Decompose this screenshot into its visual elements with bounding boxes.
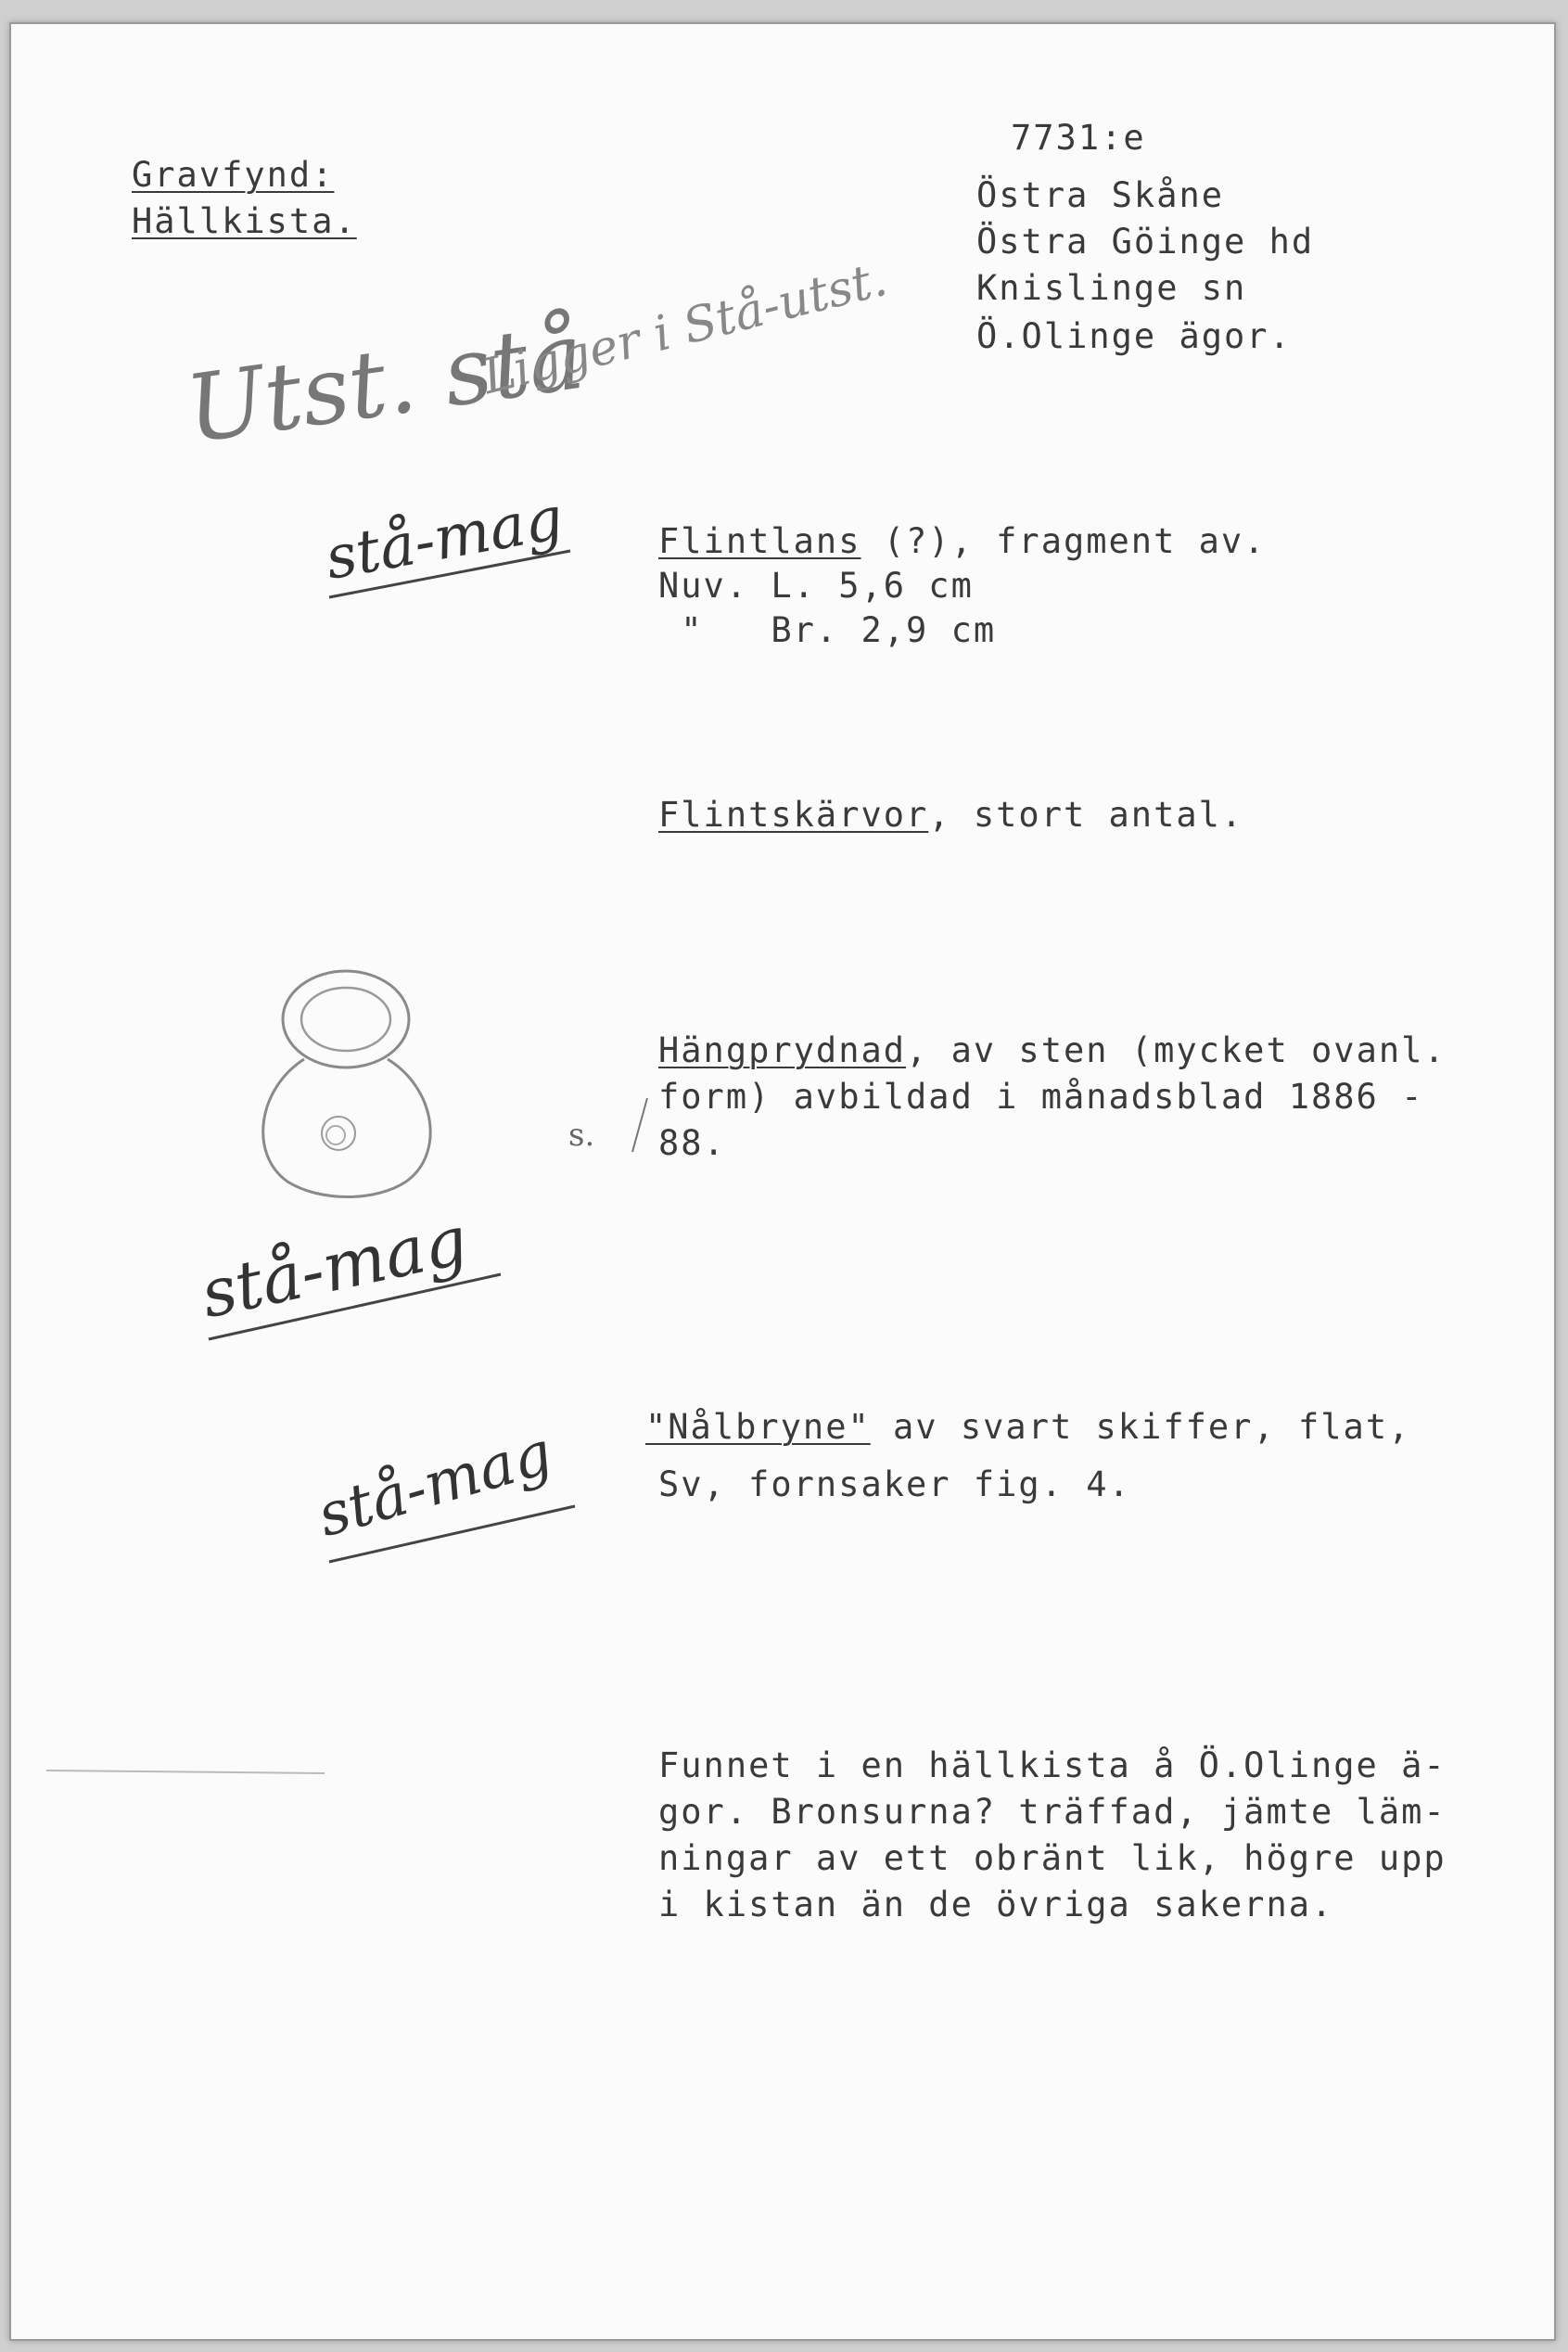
item-4-title: "Nålbryne" av svart skiffer, flat,: [645, 1407, 1411, 1447]
index-card: [9, 22, 1556, 2341]
item-3-line-2: form) avbildad i månadsblad 1886 -: [658, 1077, 1424, 1117]
catalog-district: Östra Göinge hd: [976, 222, 1315, 262]
find-note-line-1: Funnet i en hällkista å Ö.Olinge ä-: [658, 1745, 1447, 1785]
item-4-reference: Sv, fornsaker fig. 4.: [658, 1464, 1131, 1504]
storage-note-1: stå-mag: [320, 484, 568, 594]
item-2-title: Flintskärvor, stort antal.: [658, 795, 1244, 835]
item-3-line-3: 88.: [658, 1123, 726, 1163]
find-note-line-3: ningar av ett obränt lik, högre upp: [658, 1838, 1447, 1878]
find-type: Gravfynd:: [132, 155, 335, 195]
location-handwritten-note: Ligger i Stå-utst.: [477, 250, 893, 406]
item-1-title: Flintlans (?), fragment av.: [658, 521, 1267, 561]
page-ref-prefix: s.: [568, 1117, 595, 1154]
catalog-parish: Knislinge sn: [976, 268, 1247, 308]
catalog-property: Ö.Olinge ägor.: [976, 316, 1292, 356]
item-1-width: " Br. 2,9 cm: [658, 610, 997, 650]
item-3-title: Hängprydnad, av sten (mycket ovanl.: [658, 1030, 1447, 1070]
find-note-line-4: i kistan än de övriga sakerna.: [658, 1885, 1334, 1924]
item-1-length: Nuv. L. 5,6 cm: [658, 566, 974, 606]
grave-type: Hällkista.: [132, 201, 357, 241]
catalog-number: 7731:e: [1011, 118, 1146, 158]
storage-note-3: stå-mag: [310, 1418, 560, 1552]
find-note-line-2: gor. Bronsurna? träffad, jämte läm-: [658, 1792, 1447, 1832]
exhibit-handwritten-note: Utst. stå: [179, 300, 591, 465]
storage-note-2: stå-mag: [194, 1200, 474, 1334]
catalog-region: Östra Skåne: [976, 175, 1225, 215]
